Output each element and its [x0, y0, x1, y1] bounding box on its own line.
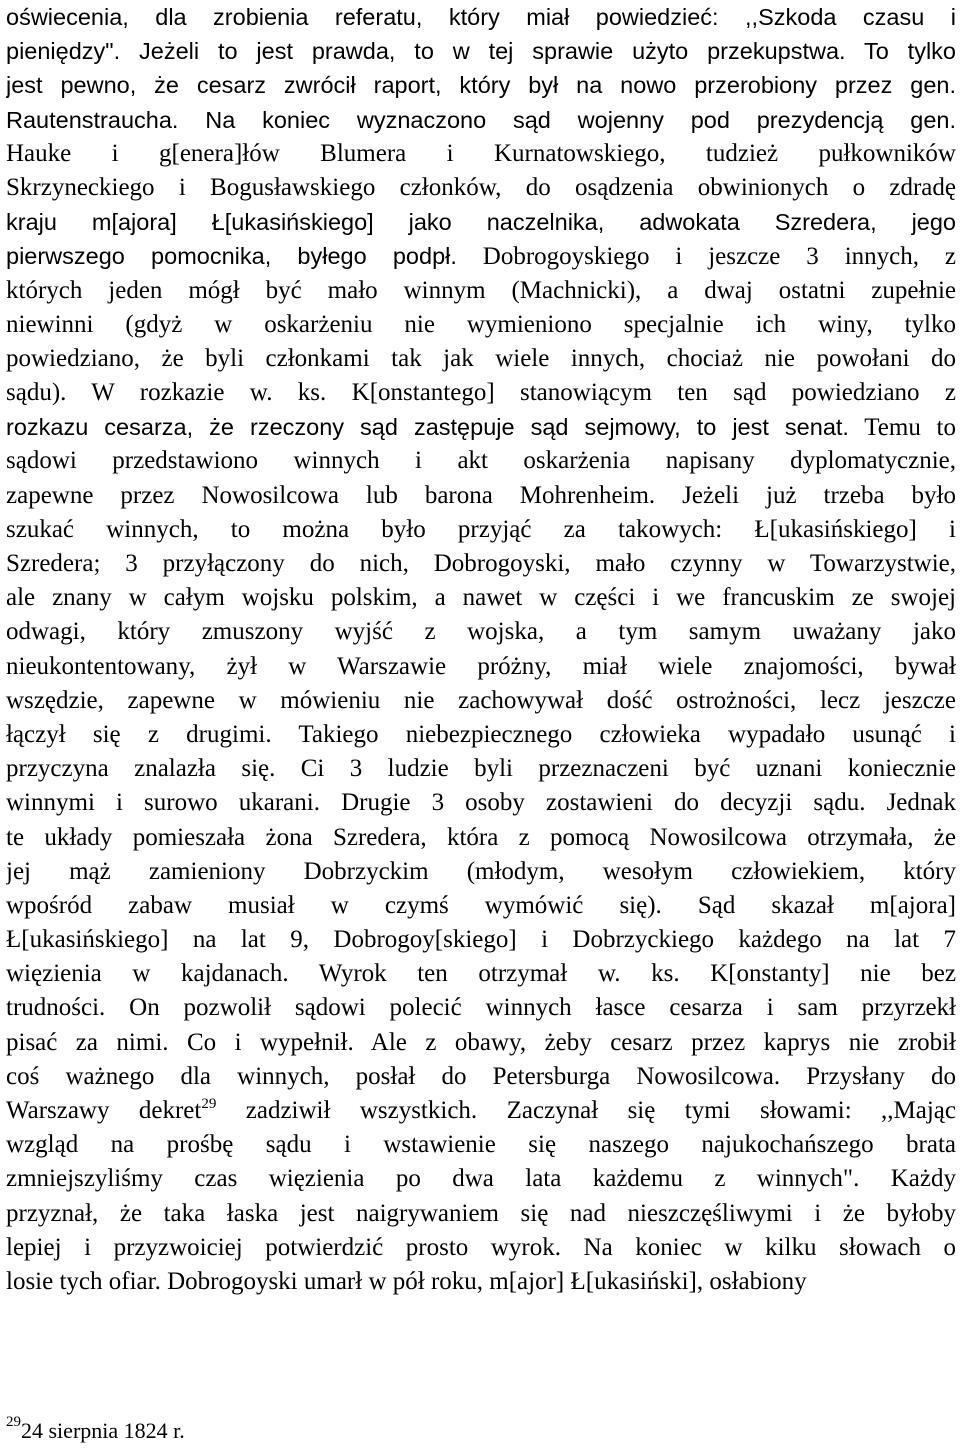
text-line: wzgląd na prośbę sądu i wstawienie się naszego najukochańszego brata — [6, 1131, 956, 1159]
text-line: jej mąż zamieniony Dobrzyckim (młodym, wesołym człowiekiem, który — [6, 857, 956, 885]
text-line: szukać winnych, to można było przyjąć za takowych: Ł[ukasińskiego] i — [6, 515, 956, 543]
text-line: Szredera; 3 przyłączony do nich, Dobrogoyski, mało czynny w Towarzystwie, — [6, 550, 956, 577]
text-segment: Temu to — [848, 414, 956, 442]
text-segment: Każdy — [859, 1165, 956, 1193]
text-segment: przyczyna znalazła się. — [6, 755, 276, 783]
document-page — [6, 0, 956, 1299]
text-segment: Co i wypełnił. — [168, 1028, 354, 1056]
text-segment: Sąd skazał m[ajora] — [661, 891, 956, 919]
text-segment: Ale z obawy, żeby cesarz przez kaprys nie zrobił — [353, 1028, 956, 1056]
text-segment: pisać za nimi. — [6, 1028, 169, 1056]
text-segment: losie tych ofiar. — [6, 1267, 161, 1295]
text-segment: Dobrogoyskiego i jeszcze 3 innych, z — [456, 243, 956, 271]
text-segment: zapewne przez Nowosilcowa lub barona Mohrenheim. — [6, 481, 656, 509]
text-line — [6, 752, 956, 786]
text-line: kraju m[ajora] Ł[ukasińskiego] jako naczelnika, adwokata Szredera, jego — [6, 209, 956, 236]
text-line — [6, 1231, 956, 1265]
text-segment: pierwszego pomocnika, byłego podpł. — [6, 243, 457, 270]
footnote-text: 24 sierpnia 1824 r. — [21, 1418, 185, 1443]
text-segment: Takiego niebezpiecznego człowieka wypadało usunąć i — [271, 720, 956, 748]
text-line: których jeden mógł być mało winnym (Machnicki), a dwaj ostatni zupełnie — [6, 276, 956, 304]
text-line — [6, 479, 956, 513]
text-line: przyznał, że taka łaska jest naigrywaniem się nad nieszczęśliwymi i że byłoby — [6, 1199, 956, 1227]
text-line: wszędzie, zapewne w mówieniu nie zachowywał dość ostrożności, lecz jeszcze — [6, 686, 956, 714]
text-line: Skrzyneckiego i Bogusławskiego członków, do osądzenia obwinionych o zdradę — [6, 173, 956, 201]
text-line: Rautenstraucha. Na koniec wyznaczono sąd wojenny pod prezydencją gen. — [6, 106, 956, 133]
text-line: odwagi, który zmuszony wyjść z wojska, a tym samym uważany jako — [6, 618, 956, 646]
text-line — [6, 1060, 956, 1094]
text-line — [6, 239, 956, 273]
footnote-marker: 29 — [6, 1414, 21, 1430]
text-segment: Jednak — [865, 789, 956, 817]
text-segment: K[onstanty] nie bez — [679, 960, 956, 988]
text-segment: Zaczynał się tymi słowami: ,,Mając — [477, 1097, 956, 1124]
footnote — [6, 1416, 185, 1446]
text-line — [6, 1026, 956, 1060]
text-segment: zmniejszyliśmy czas więzienia po dwa lata każdemu z winnych". — [6, 1165, 860, 1193]
text-line: pieniędzy". Jeżeli to jest prawda, to w tej sprawie użyto przekupstwa. To tylko — [6, 38, 956, 65]
text-line: powiedziano, że byli członkami tak jak wiele innych, chociaż nie powołani do — [6, 344, 956, 372]
text-line — [6, 718, 956, 752]
text-segment: zadziwił wszystkich. — [216, 1097, 478, 1124]
text-segment: Na koniec w kilku słowach o — [561, 1233, 956, 1261]
text-segment: więzienia w kajdanach. — [6, 960, 289, 988]
text-segment: wpośród zabaw musiał w czymś wymówić się). — [6, 891, 662, 919]
text-segment: On pozwolił sądowi polecić winnych łasce cesarza i sam przyrzekł — [105, 994, 956, 1022]
text-line: Ł[ukasińskiego] na lat 9, Dobrogoy[skiego] i Dobrzyckiego każdego na lat 7 — [6, 926, 956, 954]
text-line — [6, 1265, 956, 1299]
text-segment: rozkazu cesarza, że rzeczony sąd zastępuje sąd sejmowy, to jest senat. — [6, 414, 849, 441]
text-segment: Przysłany do — [780, 1062, 956, 1090]
text-line — [6, 1094, 956, 1128]
text-line — [6, 410, 956, 444]
text-line: nieukontentowany, żył w Warszawie próżny, miał wiele znajomości, bywał — [6, 652, 956, 680]
text-segment: Drugie 3 osoby zostawieni do decyzji sądu. — [319, 789, 866, 817]
text-segment: Dobrogoyski umarł w pół roku, m[ajor] Ł[ukasiński], osłabiony — [160, 1267, 807, 1295]
text-line: te układy pomieszała żona Szredera, która z pomocą Nowosilcowa otrzymała, że — [6, 823, 956, 851]
footnote-reference[interactable]: 29 — [201, 1096, 217, 1112]
text-line — [6, 1162, 956, 1196]
text-segment: trudności. — [6, 994, 106, 1022]
text-segment: lepiej i przyzwoiciej potwierdzić prosto wyrok. — [6, 1233, 561, 1261]
text-segment: Jeżeli już trzeba było — [655, 481, 956, 509]
text-line — [6, 889, 956, 923]
text-line — [6, 786, 956, 820]
text-line: sądowi przedstawiono winnych i akt oskarżenia napisany dyplomatycznie, — [6, 447, 956, 475]
text-segment: coś ważnego dla winnych, posłał do Petersburga Nowosilcowa. — [6, 1062, 781, 1090]
text-line: niewinni (gdyż w oskarżeniu nie wymieniono specjalnie ich winy, tylko — [6, 310, 956, 338]
text-line — [6, 991, 956, 1025]
text-segment: Ci 3 ludzie byli przeznaczeni być uznani koniecznie — [275, 755, 956, 783]
text-line: Hauke i g[enera]łów Blumera i Kurnatowskiego, tudzież pułkowników — [6, 139, 956, 167]
text-line — [6, 957, 956, 991]
text-segment: winnymi i surowo ukarani. — [6, 789, 320, 817]
text-segment: Wyrok ten otrzymał w. ks. — [288, 960, 680, 988]
text-line: jest pewno, że cesarz zwrócił raport, który był na nowo przerobiony przez gen. — [6, 72, 956, 99]
text-segment: Warszawy dekret — [6, 1097, 202, 1124]
text-line: oświecenia, dla zrobienia referatu, który miał powiedzieć: ,,Szkoda czasu i — [6, 4, 956, 30]
text-line: sądu). W rozkazie w. ks. K[onstantego] stanowiącym ten sąd powiedziano z — [6, 379, 956, 407]
text-line: ale znany w całym wojsku polskim, a nawet w części i we francuskim ze swojej — [6, 584, 956, 612]
text-segment: łączył się z drugimi. — [6, 720, 272, 748]
